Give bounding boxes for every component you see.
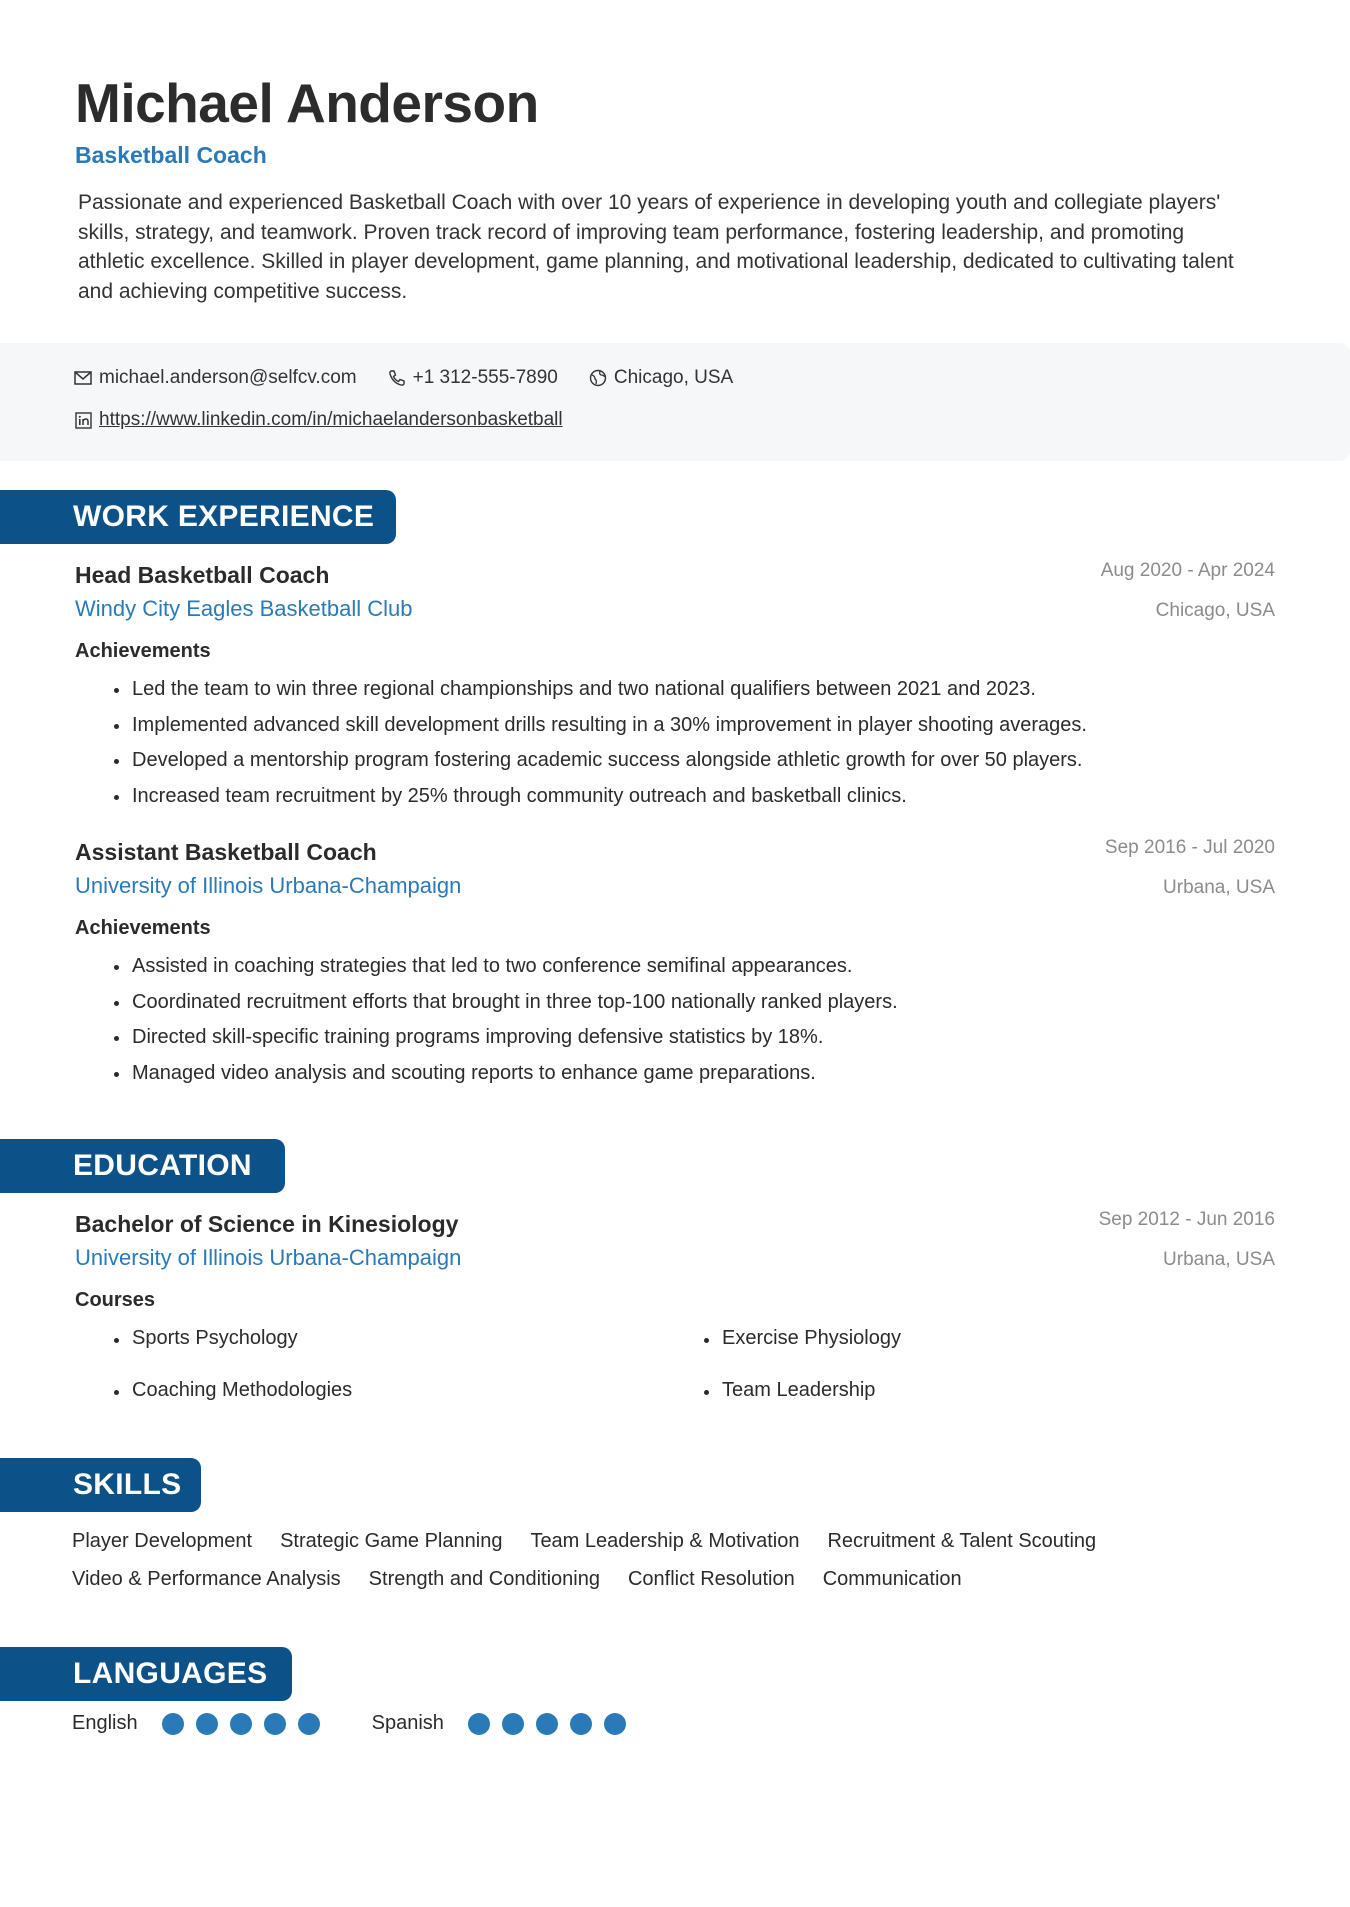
skill-item: Strength and Conditioning — [368, 1568, 600, 1590]
skill-item: Player Development — [72, 1530, 253, 1552]
skill-item: Communication — [822, 1568, 962, 1590]
contact-email[interactable] — [73, 367, 357, 389]
job-title: Head Basketball Coach — [75, 562, 330, 588]
course-item: Coaching Methodologies — [75, 1379, 352, 1402]
level-dot — [230, 1713, 252, 1735]
language-name: Spanish — [371, 1712, 444, 1734]
envelope-icon — [73, 368, 93, 388]
achievements-heading: Achievements — [75, 917, 211, 939]
candidate-name: Michael Anderson — [75, 72, 539, 134]
level-dot — [298, 1713, 320, 1735]
skill-item: Video & Performance Analysis — [72, 1568, 341, 1590]
level-dot — [536, 1713, 558, 1735]
contact-row — [73, 409, 593, 431]
language-item — [372, 1712, 638, 1735]
language-name: English — [72, 1712, 138, 1734]
list-item: Increased team recruitment by 25% through community outreach and basketball clinics. — [75, 779, 1275, 815]
level-dot — [604, 1713, 626, 1735]
education-entry — [75, 1209, 1275, 1313]
contact-row — [73, 367, 763, 389]
language-item — [72, 1712, 332, 1735]
linkedin-icon — [73, 410, 93, 430]
skill-item: Conflict Resolution — [627, 1568, 795, 1590]
work-entry — [75, 560, 1275, 814]
education-date: Sep 2012 - Jun 2016 — [1098, 1209, 1275, 1230]
job-title: Assistant Basketball Coach — [75, 839, 377, 865]
achievements-list — [75, 949, 1275, 1091]
level-dot — [502, 1713, 524, 1735]
level-dot — [196, 1713, 218, 1735]
language-level — [468, 1713, 638, 1735]
contact-location — [588, 367, 733, 389]
level-dot — [468, 1713, 490, 1735]
list-item: Managed video analysis and scouting reports to enhance game preparations. — [75, 1056, 1275, 1092]
job-location: Chicago, USA — [1155, 600, 1275, 621]
section-header-work-experience: WORK EXPERIENCE — [0, 490, 396, 544]
contact-linkedin[interactable] — [73, 409, 563, 431]
candidate-role: Basketball Coach — [75, 142, 267, 168]
location-text: Chicago, USA — [613, 367, 734, 388]
degree-title: Bachelor of Science in Kinesiology — [75, 1211, 459, 1237]
achievements-heading: Achievements — [75, 640, 211, 662]
email-text: michael.anderson@selfcv.com — [99, 367, 357, 388]
work-entry — [75, 837, 1275, 1091]
list-item: Assisted in coaching strategies that led to two conference semifinal appearances. — [75, 949, 1275, 985]
phone-text: +1 312-555-7890 — [412, 367, 558, 388]
contact-panel — [0, 343, 1350, 461]
section-header-education: EDUCATION — [0, 1139, 285, 1193]
job-organization: University of Illinois Urbana-Champaign — [75, 873, 462, 898]
phone-icon — [387, 368, 407, 388]
skill-item: Recruitment & Talent Scouting — [827, 1530, 1097, 1552]
skills-row — [72, 1522, 1292, 1560]
list-item: Implemented advanced skill development drills resulting in a 30% improvement in player shooting averages. — [75, 708, 1275, 744]
resume-header — [75, 70, 1275, 306]
job-date: Aug 2020 - Apr 2024 — [1100, 560, 1275, 581]
level-dot — [162, 1713, 184, 1735]
linkedin-link[interactable]: https://www.linkedin.com/in/michaelandersonbasketball — [99, 409, 563, 430]
list-item: Developed a mentorship program fostering academic success alongside athletic growth for over 50 players. — [75, 743, 1275, 779]
list-item: Directed skill-specific training programs improving defensive statistics by 18%. — [75, 1020, 1275, 1056]
job-organization: Windy City Eagles Basketball Club — [75, 596, 413, 621]
language-level — [162, 1713, 332, 1735]
level-dot — [264, 1713, 286, 1735]
school-name: University of Illinois Urbana-Champaign — [75, 1245, 462, 1270]
skills-list — [72, 1522, 1292, 1598]
profile-summary: Passionate and experienced Basketball Coach with over 10 years of experience in developing youth and collegiate players' skills, strategy, and teamwork. Proven track record of improving team performance, fostering leadership, and promoting athletic excellence. Skilled in player development, game planning, and motivational leadership, dedicated to cultivating talent and achieving competitive success. — [78, 191, 1234, 303]
job-date: Sep 2016 - Jul 2020 — [1104, 837, 1275, 858]
list-item: Led the team to win three regional championships and two national qualifiers between 2021 and 2023. — [75, 672, 1275, 708]
globe-icon — [588, 368, 608, 388]
skills-row — [72, 1560, 1292, 1598]
courses-heading: Courses — [75, 1289, 156, 1311]
level-dot — [570, 1713, 592, 1735]
course-item: Sports Psychology — [75, 1327, 298, 1350]
languages-list — [72, 1712, 678, 1735]
section-header-languages: LANGUAGES — [0, 1647, 292, 1701]
skill-item: Strategic Game Planning — [280, 1530, 503, 1552]
contact-phone[interactable] — [387, 367, 558, 389]
section-header-skills: SKILLS — [0, 1458, 201, 1512]
course-item: Exercise Physiology — [665, 1327, 901, 1350]
course-item: Team Leadership — [665, 1379, 875, 1402]
list-item: Coordinated recruitment efforts that brought in three top-100 nationally ranked players. — [75, 985, 1275, 1021]
achievements-list — [75, 672, 1275, 814]
job-location: Urbana, USA — [1163, 877, 1275, 898]
skill-item: Team Leadership & Motivation — [530, 1530, 800, 1552]
education-location: Urbana, USA — [1163, 1249, 1275, 1270]
